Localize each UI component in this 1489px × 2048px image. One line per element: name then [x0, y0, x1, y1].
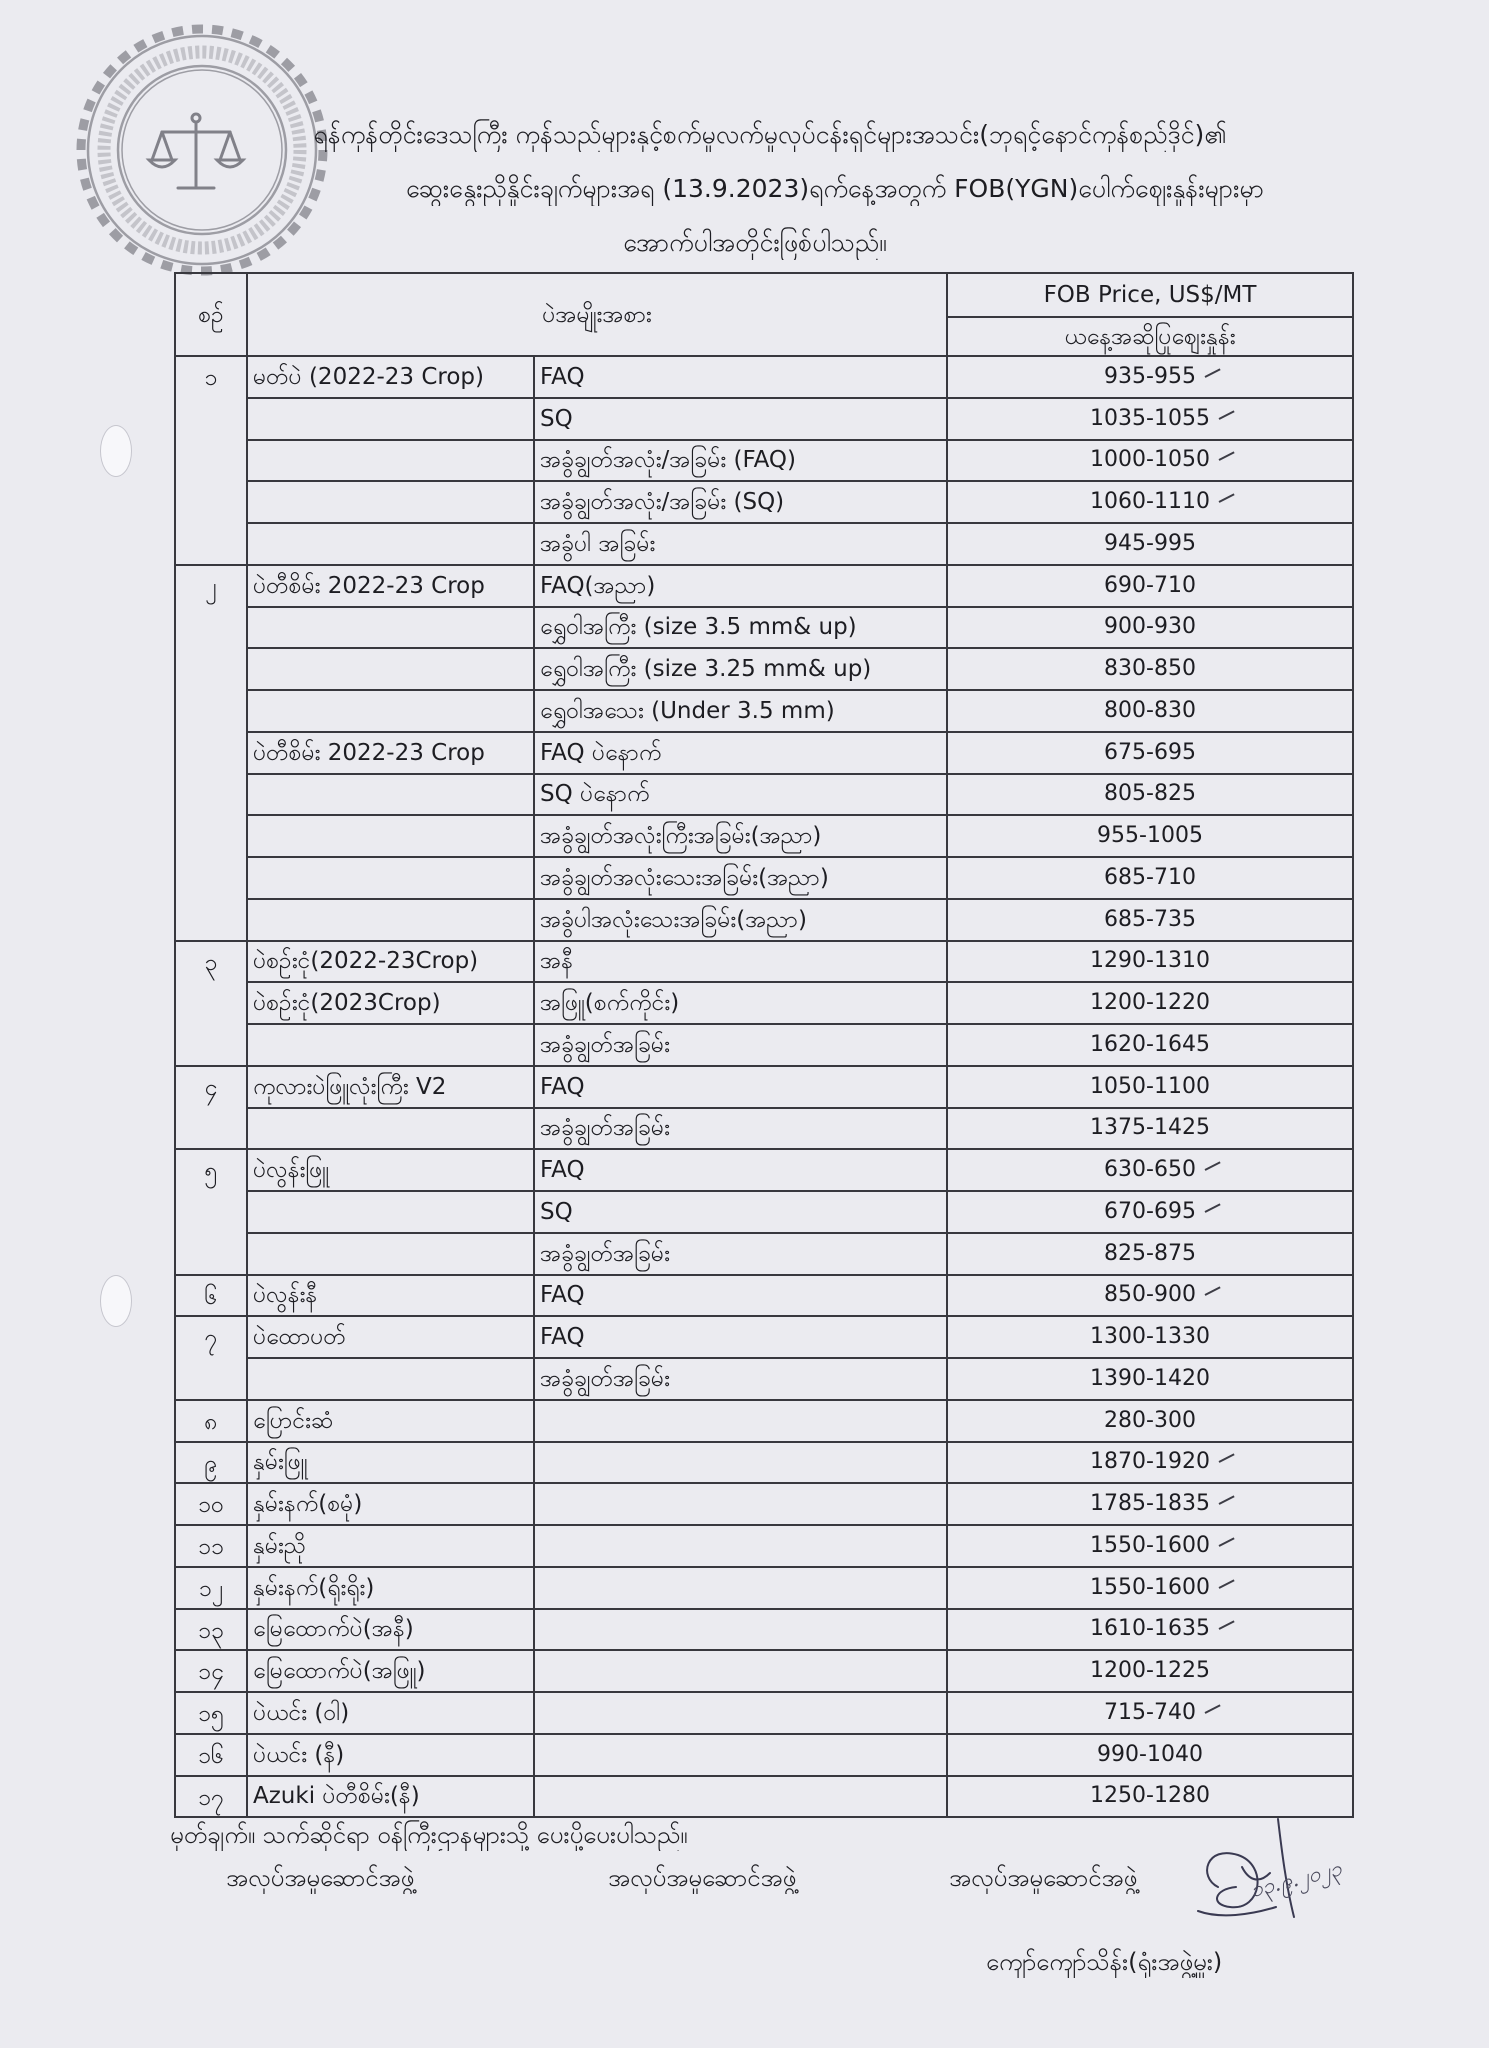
bean-type-name [247, 607, 534, 649]
price-value: 1050-1100 [1090, 1073, 1210, 1099]
serial-column-header: စဉ် [175, 273, 247, 356]
table-header-row [175, 273, 1353, 317]
grade-name: FAQ [534, 1275, 947, 1317]
price-cell [947, 941, 1353, 983]
bean-type-name: ပဲစဉ်းငုံ(2023Crop) [247, 982, 534, 1024]
bean-type-name: နှမ်းနက်(စမုံ) [247, 1483, 534, 1525]
price-wrapper [1104, 363, 1196, 391]
price-cell [947, 1525, 1353, 1567]
grade-name: FAQ [534, 1316, 947, 1358]
price-cell [947, 1066, 1353, 1108]
table-row [175, 1609, 1353, 1651]
table-row [175, 1316, 1353, 1358]
serial-number: ၁၆ [175, 1734, 247, 1776]
price-wrapper [1090, 947, 1210, 975]
bean-type-name [247, 690, 534, 732]
grade-name: အခွံချွတ်အခြမ်း [534, 1024, 947, 1066]
grade-name [534, 1609, 947, 1651]
grade-name: SQ ပဲနောက် [534, 774, 947, 816]
price-cell [947, 690, 1353, 732]
price-cell [947, 1108, 1353, 1150]
price-wrapper [1090, 1782, 1210, 1810]
table-row [175, 1149, 1353, 1191]
price-cell [947, 857, 1353, 899]
bean-type-name: ပဲယင်း (ဝါ) [247, 1692, 534, 1734]
serial-number: ၁ [175, 356, 247, 565]
price-wrapper [1104, 572, 1196, 600]
bean-type-name: ကုလားပဲဖြူလုံးကြီး V2 [247, 1066, 534, 1108]
check-mark-icon [1204, 1287, 1220, 1296]
price-value: 1000-1050 [1090, 447, 1210, 473]
bean-type-name: မတ်ပဲ (2022-23 Crop) [247, 356, 534, 398]
price-wrapper [1090, 488, 1210, 516]
table-row [175, 899, 1353, 941]
price-value: 685-710 [1104, 864, 1196, 890]
grade-name [534, 1734, 947, 1776]
price-wrapper [1104, 1281, 1196, 1309]
grade-name [534, 1692, 947, 1734]
check-mark-icon [1204, 1704, 1220, 1713]
serial-number: ၁၅ [175, 1692, 247, 1734]
bean-type-name [247, 523, 534, 565]
bean-type-name: ပဲထောပတ် [247, 1316, 534, 1358]
price-cell [947, 1191, 1353, 1233]
price-value: 825-875 [1104, 1240, 1196, 1266]
grade-name: FAQ(အညာ) [534, 565, 947, 607]
grade-name: ရွှေဝါအကြီး (size 3.25 mm& up) [534, 648, 947, 690]
grade-name: FAQ [534, 1149, 947, 1191]
price-value: 935-955 [1104, 363, 1196, 389]
grade-name [534, 1567, 947, 1609]
serial-number: ၇ [175, 1316, 247, 1400]
title-line-1: ရန်ကုန်တိုင်းဒေသကြီး ကုန်သည်များနှင့်စက်မှုလက်မှုလုပ်ငန်းရှင်များအသင်း(ဘုရင့်နောင်ကုန်စည်ဒိုင်)၏ [313, 120, 1227, 149]
grade-name: SQ [534, 398, 947, 440]
serial-number: ၁၃ [175, 1609, 247, 1651]
bean-type-name: ပဲယင်း (နီ) [247, 1734, 534, 1776]
table-row [175, 1024, 1353, 1066]
price-wrapper [1090, 1073, 1210, 1101]
check-mark-icon [1218, 1621, 1234, 1630]
bean-type-name [247, 440, 534, 482]
price-value: 1300-1330 [1090, 1324, 1210, 1350]
price-cell [947, 523, 1353, 565]
bean-type-name: နှမ်းညို [247, 1525, 534, 1567]
price-wrapper [1090, 1323, 1210, 1351]
price-cell [947, 1400, 1353, 1442]
price-cell [947, 774, 1353, 816]
table-row [175, 1734, 1353, 1776]
fob-price-column-header: FOB Price, US$/MT [947, 273, 1353, 317]
grade-name: ရွှေဝါအကြီး (size 3.5 mm& up) [534, 607, 947, 649]
serial-number: ၁၀ [175, 1483, 247, 1525]
price-wrapper [1104, 655, 1196, 683]
grade-name: အခွံချွတ်အလုံး/အခြမ်း (FAQ) [534, 440, 947, 482]
price-wrapper [1104, 739, 1196, 767]
bean-type-name: နှမ်းဖြူ [247, 1442, 534, 1484]
grade-name: ရွှေဝါအသေး (Under 3.5 mm) [534, 690, 947, 732]
bean-type-name [247, 1108, 534, 1150]
price-value: 1060-1110 [1090, 489, 1210, 515]
serial-number: ၉ [175, 1442, 247, 1484]
price-value: 685-735 [1104, 906, 1196, 932]
price-cell [947, 1734, 1353, 1776]
table-row [175, 941, 1353, 983]
price-value: 900-930 [1104, 614, 1196, 640]
price-cell [947, 1316, 1353, 1358]
grade-name [534, 1776, 947, 1818]
price-value: 945-995 [1104, 530, 1196, 556]
grade-name: FAQ ပဲနောက် [534, 732, 947, 774]
price-wrapper [1090, 1448, 1210, 1476]
serial-number: ၁၁ [175, 1525, 247, 1567]
table-row [175, 1776, 1353, 1818]
bean-type-name [247, 648, 534, 690]
grade-name: အဖြူ(စက်ကိုင်း) [534, 982, 947, 1024]
grade-name: FAQ [534, 1066, 947, 1108]
grade-name [534, 1442, 947, 1484]
price-wrapper [1104, 697, 1196, 725]
bean-type-name: မြေထောက်ပဲ(အဖြူ) [247, 1650, 534, 1692]
price-cell [947, 1776, 1353, 1818]
price-wrapper [1104, 1156, 1196, 1184]
price-wrapper [1104, 1240, 1196, 1268]
table-row [175, 1400, 1353, 1442]
price-cell [947, 648, 1353, 690]
table-row [175, 815, 1353, 857]
price-cell [947, 1275, 1353, 1317]
table-row [175, 1358, 1353, 1400]
price-wrapper [1104, 1407, 1196, 1435]
table-row [175, 857, 1353, 899]
bean-type-name [247, 1191, 534, 1233]
check-mark-icon [1218, 494, 1234, 503]
price-wrapper [1104, 530, 1196, 558]
grade-name: FAQ [534, 356, 947, 398]
price-cell [947, 1024, 1353, 1066]
serial-number: ၆ [175, 1275, 247, 1317]
table-row [175, 1650, 1353, 1692]
bean-type-name: နှမ်းနက်(ရိုးရိုး) [247, 1567, 534, 1609]
price-wrapper [1090, 1657, 1210, 1685]
price-cell [947, 815, 1353, 857]
price-cell [947, 440, 1353, 482]
price-value: 955-1005 [1097, 823, 1203, 849]
price-wrapper [1090, 1490, 1210, 1518]
price-value: 1390-1420 [1090, 1365, 1210, 1391]
bean-type-name [247, 899, 534, 941]
price-value: 1200-1225 [1090, 1658, 1210, 1684]
check-mark-icon [1204, 1162, 1220, 1171]
check-mark-icon [1204, 1203, 1220, 1212]
table-row [175, 1483, 1353, 1525]
price-wrapper [1104, 1198, 1196, 1226]
price-cell [947, 1650, 1353, 1692]
table-row [175, 774, 1353, 816]
price-cell [947, 1358, 1353, 1400]
table-row [175, 1108, 1353, 1150]
price-value: 1550-1600 [1090, 1574, 1210, 1600]
bean-type-name [247, 1233, 534, 1275]
price-value: 715-740 [1104, 1699, 1196, 1725]
table-row [175, 1233, 1353, 1275]
price-value: 690-710 [1104, 572, 1196, 598]
price-cell [947, 398, 1353, 440]
grade-name [534, 1400, 947, 1442]
price-value: 1290-1310 [1090, 948, 1210, 974]
price-cell [947, 982, 1353, 1024]
proposed-price-column-header: ယနေ့အဆိုပြုဈေးနှုန်း [947, 317, 1353, 356]
price-wrapper [1090, 1574, 1210, 1602]
table-row [175, 356, 1353, 398]
signatory-label: အလုပ်အမှုဆောင်အဖွဲ့ [608, 1864, 797, 1892]
signatory-label: အလုပ်အမှုဆောင်အဖွဲ့ [226, 1864, 415, 1892]
grade-name: အခွံချွတ်အလုံးသေးအခြမ်း(အညာ) [534, 857, 947, 899]
price-value: 1200-1220 [1090, 990, 1210, 1016]
table-row [175, 1191, 1353, 1233]
bean-type-name: ပဲတီစိမ်း 2022-23 Crop [247, 732, 534, 774]
grade-name: အခွံပါ အခြမ်း [534, 523, 947, 565]
table-row [175, 1442, 1353, 1484]
bean-type-name [247, 774, 534, 816]
price-wrapper [1097, 822, 1203, 850]
price-value: 1620-1645 [1090, 1031, 1210, 1057]
price-cell [947, 732, 1353, 774]
price-wrapper [1097, 1741, 1203, 1769]
serial-number: ၁၂ [175, 1567, 247, 1609]
table-row [175, 1525, 1353, 1567]
price-wrapper [1104, 1699, 1196, 1727]
price-value: 830-850 [1104, 656, 1196, 682]
table-row [175, 523, 1353, 565]
price-wrapper [1104, 613, 1196, 641]
table-row [175, 1567, 1353, 1609]
bean-type-column-header: ပဲအမျိုးအစား [247, 273, 947, 356]
table-row [175, 1066, 1353, 1108]
price-cell [947, 1233, 1353, 1275]
check-mark-icon [1218, 1579, 1234, 1588]
grade-name: အခွံချွတ်အခြမ်း [534, 1233, 947, 1275]
price-value: 990-1040 [1097, 1741, 1203, 1767]
table-row [175, 565, 1353, 607]
price-cell [947, 1567, 1353, 1609]
serial-number: ၃ [175, 941, 247, 1066]
table-row [175, 1275, 1353, 1317]
price-value: 800-830 [1104, 697, 1196, 723]
price-cell [947, 1149, 1353, 1191]
price-cell [947, 1609, 1353, 1651]
bean-type-name [247, 857, 534, 899]
table-row [175, 440, 1353, 482]
title-line-2: ဆွေးနွေးညှိနှိုင်းချက်များအရ (13.9.2023)ရက်နေ့အတွက် FOB(YGN)ပေါက်ဈေးနှုန်းများမှာ [406, 174, 1264, 203]
price-cell [947, 1692, 1353, 1734]
price-cell [947, 356, 1353, 398]
price-cell [947, 1442, 1353, 1484]
bean-type-name [247, 398, 534, 440]
serial-number: ၄ [175, 1066, 247, 1150]
table-row [175, 1692, 1353, 1734]
price-wrapper [1104, 780, 1196, 808]
remark-note: မှတ်ချက်။ သက်ဆိုင်ရာ ဝန်ကြီးဌာနများသို့ ပေးပို့ပေးပါသည်။ [170, 1821, 688, 1849]
price-value: 630-650 [1104, 1157, 1196, 1183]
price-table [174, 272, 1354, 1818]
bean-type-name [247, 1358, 534, 1400]
check-mark-icon [1218, 410, 1234, 419]
grade-name: SQ [534, 1191, 947, 1233]
grade-name: အနီ [534, 941, 947, 983]
serial-number: ၁၄ [175, 1650, 247, 1692]
price-value: 675-695 [1104, 739, 1196, 765]
bean-type-name: ပဲလွန်းနီ [247, 1275, 534, 1317]
price-value: 1785-1835 [1090, 1491, 1210, 1517]
grade-name [534, 1483, 947, 1525]
bean-type-name: မြေထောက်ပဲ(အနီ) [247, 1609, 534, 1651]
grade-name: အခွံချွတ်အလုံးကြီးအခြမ်း(အညာ) [534, 815, 947, 857]
table-row [175, 732, 1353, 774]
table-row [175, 690, 1353, 732]
table-row [175, 982, 1353, 1024]
price-cell [947, 899, 1353, 941]
price-wrapper [1090, 1615, 1210, 1643]
signer-name: ကျော်ကျော်သိန်း(ရုံးအဖွဲ့မှူး) [986, 1948, 1223, 1976]
table-row [175, 481, 1353, 523]
bean-type-name: Azuki ပဲတီစိမ်း(နီ) [247, 1776, 534, 1818]
table-row [175, 648, 1353, 690]
price-value: 1550-1600 [1090, 1532, 1210, 1558]
price-value: 1375-1425 [1090, 1115, 1210, 1141]
bean-type-name: ပဲလွန်းဖြူ [247, 1149, 534, 1191]
price-value: 1250-1280 [1090, 1783, 1210, 1809]
grade-name: အခွံချွတ်အခြမ်း [534, 1358, 947, 1400]
price-wrapper [1090, 1365, 1210, 1393]
check-mark-icon [1204, 368, 1220, 377]
grade-name: အခွံချွတ်အလုံး/အခြမ်း (SQ) [534, 481, 947, 523]
bean-type-name [247, 481, 534, 523]
price-cell [947, 481, 1353, 523]
handwritten-date: ၁၃.၉.၂၀၂၃ [1247, 1856, 1344, 1902]
price-wrapper [1090, 405, 1210, 433]
price-value: 1035-1055 [1090, 405, 1210, 431]
check-mark-icon [1218, 1496, 1234, 1505]
grade-name: အခွံချွတ်အခြမ်း [534, 1108, 947, 1150]
price-wrapper [1090, 1114, 1210, 1142]
price-wrapper [1104, 864, 1196, 892]
serial-number: ၅ [175, 1149, 247, 1274]
grade-name [534, 1650, 947, 1692]
price-value: 280-300 [1104, 1407, 1196, 1433]
bean-type-name [247, 1024, 534, 1066]
serial-number: ၂ [175, 565, 247, 941]
price-wrapper [1090, 989, 1210, 1017]
price-wrapper [1090, 1532, 1210, 1560]
punch-hole [100, 425, 132, 477]
table-row [175, 607, 1353, 649]
grade-name [534, 1525, 947, 1567]
bean-type-name: ပဲတီစိမ်း 2022-23 Crop [247, 565, 534, 607]
bean-type-name: ပြောင်းဆံ [247, 1400, 534, 1442]
price-value: 1870-1920 [1090, 1449, 1210, 1475]
price-cell [947, 607, 1353, 649]
price-wrapper [1090, 446, 1210, 474]
serial-number: ၈ [175, 1400, 247, 1442]
serial-number: ၁၇ [175, 1776, 247, 1818]
table-row [175, 398, 1353, 440]
price-table-body [175, 356, 1353, 1817]
bean-type-name: ပဲစဉ်းငုံ(2022-23Crop) [247, 941, 534, 983]
price-wrapper [1104, 906, 1196, 934]
grade-name: အခွံပါအလုံးသေးအခြမ်း(အညာ) [534, 899, 947, 941]
check-mark-icon [1218, 452, 1234, 461]
title-line-3: အောက်ပါအတိုင်းဖြစ်ပါသည်။ [623, 228, 887, 257]
price-value: 805-825 [1104, 781, 1196, 807]
check-mark-icon [1218, 1454, 1234, 1463]
punch-hole [100, 1275, 132, 1327]
price-value: 670-695 [1104, 1198, 1196, 1224]
price-value: 850-900 [1104, 1282, 1196, 1308]
price-cell [947, 565, 1353, 607]
check-mark-icon [1218, 1537, 1234, 1546]
bean-type-name [247, 815, 534, 857]
signatory-label: အလုပ်အမှုဆောင်အဖွဲ့ [949, 1864, 1138, 1892]
price-wrapper [1090, 1031, 1210, 1059]
price-cell [947, 1483, 1353, 1525]
price-value: 1610-1635 [1090, 1616, 1210, 1642]
